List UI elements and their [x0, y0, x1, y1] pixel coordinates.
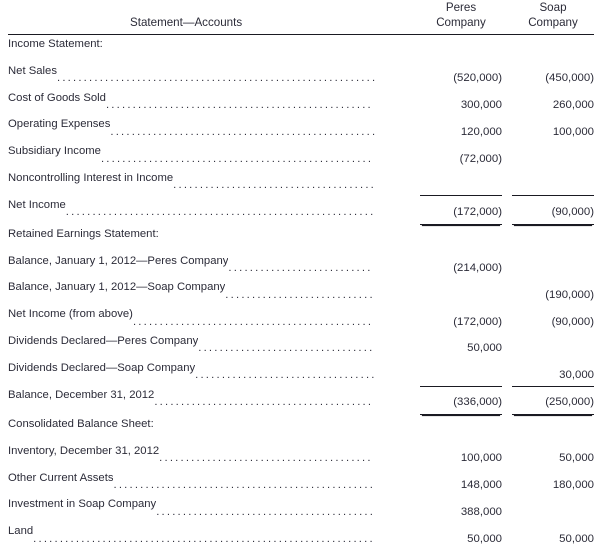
- table-row: [8, 115, 594, 142]
- amount-cell-soap: [512, 252, 594, 279]
- amount-value: 300,000: [460, 99, 502, 112]
- amount-cell-soap: [512, 359, 594, 386]
- amount-cell-soap: [512, 62, 594, 89]
- amount-value: 30,000: [559, 369, 594, 382]
- row-label-cell: [8, 332, 420, 359]
- table-row: [8, 305, 594, 332]
- amount-value: (90,000): [512, 203, 594, 224]
- row-label-cell: [8, 35, 420, 62]
- row-label: Cost of Goods Sold: [8, 91, 106, 104]
- amount-cell-soap: [512, 522, 594, 549]
- table-row: [8, 442, 594, 469]
- column-header-peres-line2: Company: [436, 16, 486, 29]
- row-label: Dividends Declared—Soap Company: [8, 361, 196, 374]
- row-label: Net Income (from above): [8, 308, 133, 321]
- column-header-soap-line2: Company: [528, 16, 578, 29]
- column-gap-cell: [502, 469, 512, 496]
- dot-leader: ...........................: [228, 261, 373, 274]
- dot-leader: ..................................: [195, 369, 377, 382]
- row-label-cell: [8, 278, 420, 305]
- row-label-cell: [8, 252, 420, 279]
- amount-cell-peres: [420, 359, 502, 386]
- row-label-cell: [8, 386, 420, 415]
- dot-leader: ..................................................: [110, 125, 378, 138]
- table-row: [8, 225, 594, 252]
- column-gap-cell: [502, 332, 512, 359]
- amount-value: (172,000): [453, 315, 502, 328]
- amount-value: 148,000: [460, 478, 502, 491]
- amount-cell-soap: [512, 115, 594, 142]
- amount-cell-peres: [420, 332, 502, 359]
- table-row: [8, 142, 594, 169]
- column-gap-cell: [502, 305, 512, 332]
- row-label: Balance, December 31, 2012: [8, 389, 155, 402]
- table-row: [8, 469, 594, 496]
- amount-cell-soap: [512, 142, 594, 169]
- dot-leader: ............................: [225, 288, 375, 301]
- dot-leader: ......................................: [173, 179, 377, 192]
- row-label: Retained Earnings Statement:: [8, 227, 159, 240]
- row-label-cell: [8, 142, 420, 169]
- row-label-cell: [8, 62, 420, 89]
- table-row: [8, 35, 594, 62]
- column-gap-cell: [502, 142, 512, 169]
- row-label: Noncontrolling Interest in Income: [8, 172, 174, 185]
- amount-value: 120,000: [460, 125, 502, 138]
- amount-value: (450,000): [545, 72, 594, 85]
- dot-leader: ............................................................: [56, 72, 378, 85]
- column-gap-cell: [502, 169, 512, 196]
- table-row: [8, 522, 594, 549]
- row-label-cell: [8, 305, 420, 332]
- column-gap-cell: [502, 522, 512, 549]
- dot-leader: .........................................: [156, 505, 376, 518]
- dot-leader: .................................................: [113, 478, 376, 491]
- amount-cell-peres: [420, 305, 502, 332]
- column-header-soap-line1: Soap: [539, 1, 567, 14]
- row-label-cell: [8, 89, 420, 116]
- column-gap-cell: [502, 442, 512, 469]
- column-gap-cell: [502, 62, 512, 89]
- amount-value: (190,000): [545, 288, 594, 301]
- column-header-accounts-label: Statement—Accounts: [130, 16, 243, 29]
- amount-cell-soap: [512, 196, 594, 225]
- row-label-cell: [8, 115, 420, 142]
- table-row: [8, 386, 594, 415]
- amount-cell-soap: [512, 386, 594, 415]
- column-header-soap: [512, 0, 594, 30]
- dot-leader: ................................................................: [33, 532, 375, 545]
- amount-cell-soap: [512, 89, 594, 116]
- dot-leader: ..........................................................: [65, 206, 376, 219]
- dot-leader: .........................................: [154, 396, 374, 409]
- amount-cell-peres: [420, 196, 502, 225]
- amount-cell-peres: [420, 35, 502, 62]
- column-gap-cell: [502, 359, 512, 386]
- header-row: [8, 0, 594, 30]
- amount-cell-soap: [512, 278, 594, 305]
- row-label-cell: [8, 169, 420, 196]
- row-label-cell: [8, 442, 420, 469]
- amount-cell-soap: [512, 469, 594, 496]
- row-label: Land: [8, 525, 34, 538]
- amount-value: 388,000: [460, 505, 502, 518]
- dot-leader: ........................................: [159, 452, 373, 465]
- table-body: [8, 35, 594, 549]
- table-row: [8, 359, 594, 386]
- row-label-cell: [8, 469, 420, 496]
- column-gap-cell: [502, 278, 512, 305]
- row-label-cell: [8, 522, 420, 549]
- header-gap-cell: [502, 0, 512, 30]
- table-row: [8, 252, 594, 279]
- table-row: [8, 278, 594, 305]
- amount-cell-peres: [420, 62, 502, 89]
- amount-value: (250,000): [512, 393, 594, 414]
- column-gap-cell: [502, 89, 512, 116]
- column-gap-cell: [502, 252, 512, 279]
- column-header-peres: [420, 0, 502, 30]
- table-row: [8, 169, 594, 196]
- amount-cell-peres: [420, 115, 502, 142]
- row-label: Inventory, December 31, 2012: [8, 444, 160, 457]
- column-header-accounts: [8, 0, 420, 30]
- row-label: Operating Expenses: [8, 118, 111, 131]
- dot-leader: ..................................................: [105, 99, 373, 112]
- amount-cell-soap: [512, 495, 594, 522]
- column-gap-cell: [502, 225, 512, 252]
- amount-cell-soap: [512, 169, 594, 196]
- table-header: [8, 0, 594, 35]
- column-gap-cell: [502, 495, 512, 522]
- amount-cell-peres: [420, 278, 502, 305]
- amount-cell-peres: [420, 442, 502, 469]
- table-row: [8, 62, 594, 89]
- table-row: [8, 332, 594, 359]
- amount-cell-soap: [512, 305, 594, 332]
- amount-cell-soap: [512, 332, 594, 359]
- row-label: Net Income: [8, 198, 66, 211]
- amount-cell-peres: [420, 89, 502, 116]
- row-label: Balance, January 1, 2012—Soap Company: [8, 281, 226, 294]
- amount-cell-peres: [420, 252, 502, 279]
- amount-value: 50,000: [559, 452, 594, 465]
- row-label-cell: [8, 225, 420, 252]
- table-row: [8, 89, 594, 116]
- amount-cell-peres: [420, 142, 502, 169]
- amount-cell-soap: [512, 225, 594, 252]
- amount-cell-peres: [420, 469, 502, 496]
- column-gap-cell: [502, 115, 512, 142]
- amount-cell-peres: [420, 522, 502, 549]
- row-label: Investment in Soap Company: [8, 498, 157, 511]
- row-label: Subsidiary Income: [8, 145, 101, 158]
- amount-value: 260,000: [552, 99, 594, 112]
- row-label: Income Statement:: [8, 38, 103, 50]
- row-label: Other Current Assets: [8, 471, 114, 484]
- dot-leader: ...................................................: [100, 152, 374, 165]
- amount-value: 100,000: [552, 125, 594, 138]
- table-row: [8, 495, 594, 522]
- row-label-cell: [8, 196, 420, 225]
- amount-value: (214,000): [453, 261, 502, 274]
- dot-leader: .............................................: [132, 315, 374, 328]
- dot-leader: .................................: [198, 342, 375, 355]
- row-label: Consolidated Balance Sheet:: [8, 417, 154, 430]
- amount-value: 100,000: [460, 452, 502, 465]
- amount-value: 50,000: [559, 532, 594, 545]
- amount-value: (520,000): [453, 72, 502, 85]
- worksheet-table: [8, 0, 594, 549]
- amount-cell-soap: [512, 442, 594, 469]
- row-label: Net Sales: [8, 64, 57, 77]
- column-header-peres-line1: Peres: [445, 1, 477, 14]
- amount-value: 180,000: [552, 478, 594, 491]
- row-label: Dividends Declared—Peres Company: [8, 334, 199, 347]
- amount-value: 50,000: [467, 342, 502, 355]
- row-label: Balance, January 1, 2012—Peres Company: [8, 254, 229, 267]
- amount-value: (72,000): [459, 152, 502, 165]
- amount-value: (336,000): [420, 393, 502, 414]
- amount-value: 50,000: [467, 532, 502, 545]
- amount-cell-peres: [420, 386, 502, 415]
- amount-cell-peres: [420, 169, 502, 196]
- row-label-cell: [8, 359, 420, 386]
- amount-cell-peres: [420, 495, 502, 522]
- amount-value: (172,000): [420, 203, 502, 224]
- table-row: [8, 196, 594, 225]
- amount-value: (90,000): [551, 315, 594, 328]
- column-gap-cell: [502, 386, 512, 415]
- column-gap-cell: [502, 196, 512, 225]
- column-gap-cell: [502, 35, 512, 62]
- amount-cell-soap: [512, 35, 594, 62]
- amount-cell-peres: [420, 225, 502, 252]
- row-label-cell: [8, 495, 420, 522]
